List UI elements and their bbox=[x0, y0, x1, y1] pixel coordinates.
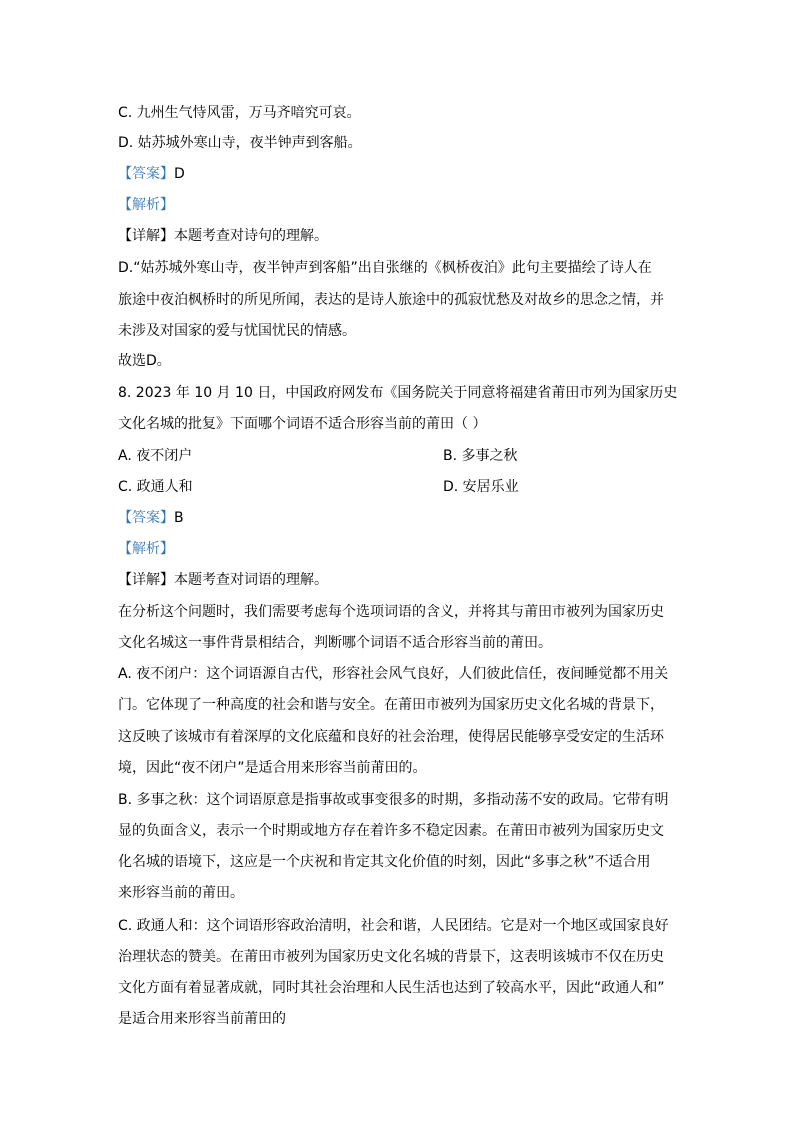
answer-label: 【答案】 bbox=[118, 510, 174, 526]
q7-explanation-line: D.“姑苏城外寒山寺，夜半钟声到客船”出自张继的《枫桥夜泊》此句主要描绘了诗人在 bbox=[118, 260, 652, 276]
q8-detail: 【详解】本题考查对词语的理解。 bbox=[118, 572, 328, 588]
q8-analysis-c-line: 是适合用来形容当前莆田的 bbox=[118, 1011, 286, 1027]
q8-analysis-a-line: 境，因此“夜不闭户”是适合用来形容当前莆田的。 bbox=[118, 760, 427, 776]
q8-analysis-b-line: 显的负面含义，表示一个时期或地方存在着许多不稳定因素。在莆田市被列为国家历史文 bbox=[118, 823, 664, 839]
q8-answer bbox=[118, 508, 184, 528]
q8-analysis-label: 【解析】 bbox=[118, 541, 174, 557]
q8-intro-line: 文化名城这一事件背景相结合，判断哪个词语不适合形容当前的莆田。 bbox=[118, 635, 552, 651]
q8-analysis-b-line: 化名城的语境下，这应是一个庆祝和肯定其文化价值的时刻，因此“多事之秋”不适合用 bbox=[118, 854, 651, 870]
answer-label: 【答案】 bbox=[118, 166, 174, 182]
q8-analysis-a-line: A. 夜不闭户：这个词语源自古代，形容社会风气良好，人们彼此信任，夜间睡觉都不用关 bbox=[118, 666, 669, 682]
q7-option-d: D. 姑苏城外寒山寺，夜半钟声到客船。 bbox=[118, 135, 362, 151]
q8-analysis-c-line: 治理状态的赞美。在莆田市被列为国家历史文化名城的背景下，这表明该城市不仅在历史 bbox=[118, 949, 664, 965]
q7-explanation-line: 未涉及对国家的爱与忧国忧民的情感。 bbox=[118, 323, 356, 339]
q7-detail: 【详解】本题考查对诗句的理解。 bbox=[118, 228, 328, 244]
q8-stem-line: 文化名城的批复》下面哪个词语不适合形容当前的莆田（ ） bbox=[118, 416, 487, 432]
q7-option-c: C. 九州生气恃风雷，万马齐喑究可哀。 bbox=[118, 105, 361, 121]
q8-analysis-a-line: 这反映了该城市有着深厚的文化底蕴和良好的社会治理，使得居民能够享受安定的生活环 bbox=[118, 729, 664, 745]
q8-option-a: A. 夜不闭户 bbox=[118, 448, 193, 464]
q8-analysis-c-line: C. 政通人和：这个词语形容政治清明，社会和谐，人民团结。它是对一个地区或国家良好 bbox=[118, 918, 669, 934]
q7-explanation-line: 旅途中夜泊枫桥时的所见所闻，表达的是诗人旅途中的孤寂忧愁及对故乡的思念之情，并 bbox=[118, 292, 664, 308]
q8-intro-line: 在分析这个问题时，我们需要考虑每个选项词语的含义，并将其与莆田市被列为国家历史 bbox=[118, 604, 664, 620]
q8-option-d: D. 安居乐业 bbox=[443, 479, 519, 495]
q8-analysis-c-line: 文化方面有着显著成就，同时其社会治理和人民生活也达到了较高水平，因此“政通人和” bbox=[118, 980, 665, 996]
q8-option-c: C. 政通人和 bbox=[118, 479, 193, 495]
q8-analysis-b-line: B. 多事之秋：这个词语原意是指事故或事变很多的时期，多指动荡不安的政局。它带有明 bbox=[118, 792, 669, 808]
q8-option-b: B. 多事之秋 bbox=[443, 448, 518, 464]
q7-analysis-label: 【解析】 bbox=[118, 197, 174, 213]
q8-analysis-a-line: 门。它体现了一种高度的社会和谐与安全。在莆田市被列为国家历史文化名城的背景下， bbox=[118, 697, 664, 713]
q7-conclusion: 故选D。 bbox=[118, 353, 171, 369]
q8-stem-line: 8. 2023 年 10 月 10 日，中国政府网发布《国务院关于同意将福建省莆田市列为国家历史 bbox=[118, 385, 678, 401]
q8-analysis-b-line: 来形容当前的莆田。 bbox=[118, 885, 244, 901]
q7-answer bbox=[118, 164, 185, 184]
answer-value: B bbox=[174, 510, 184, 526]
answer-value: D bbox=[174, 166, 185, 182]
